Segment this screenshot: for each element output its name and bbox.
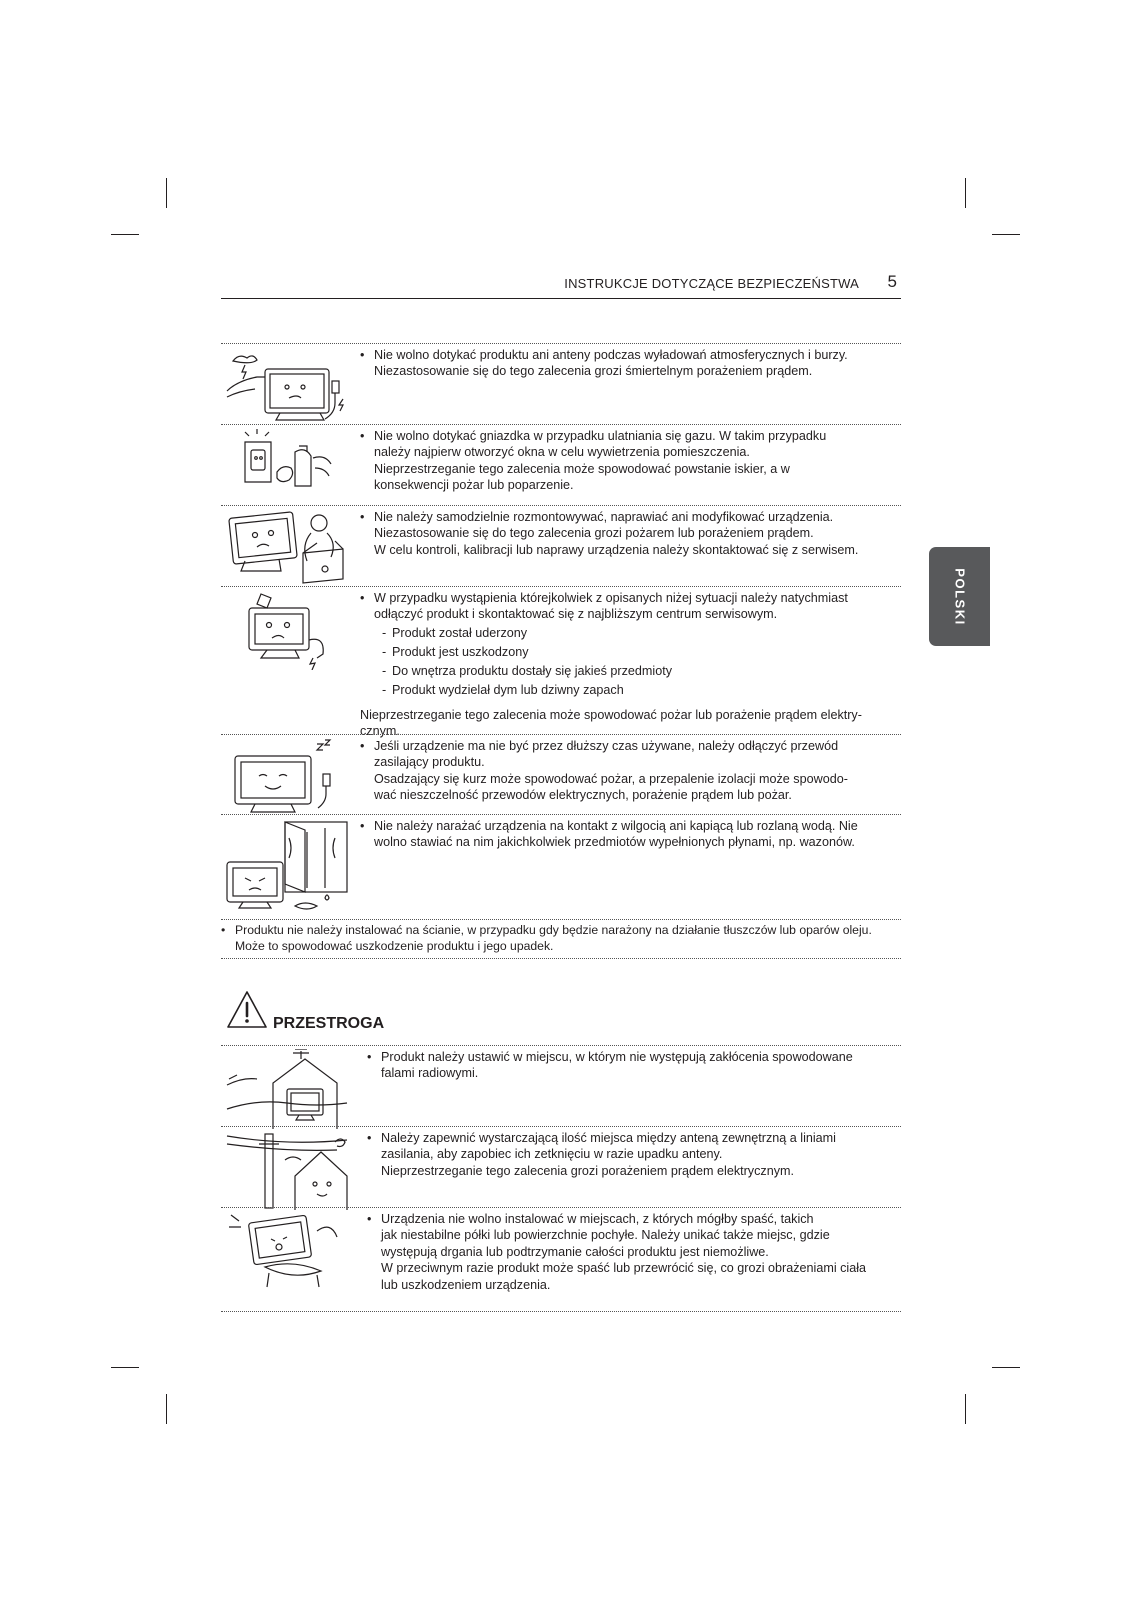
tilting-tv-stand-icon: [225, 1211, 349, 1291]
caution-row: [221, 1207, 901, 1312]
page-number: 5: [887, 272, 897, 291]
caution-title: PRZESTROGA: [273, 1015, 385, 1032]
crop-mark: [965, 1394, 966, 1424]
list-item: - Produkt wydzielał dym lub dziwny zapach: [374, 681, 900, 699]
warning-text: • Jeśli urządzenie ma nie być przez dłuższy czas używane, należy odłączyć przewód zasilający produktu. Osadzający się kurz może spowodować pożar, a przepalenie izolacji może spowodo- wać nieszczelność przewodów elektrycznych, porażenie prądem lub pożar.: [360, 738, 900, 804]
crop-mark: [992, 234, 1020, 235]
tv-disassembly-icon: [225, 509, 349, 589]
caution-text: • Należy zapewnić wystarczającą ilość miejsca między anteną zewnętrzną a liniami zasilania, aby zapobiec ich zetknięciu w razie upadku anteny. Nieprzestrzeganie tego zalecenia grozi porażeniem prądem elektrycznym.: [367, 1130, 907, 1179]
warning-row: [221, 734, 901, 815]
warning-text: • Nie należy samodzielnie rozmontowywać, naprawiać ani modyfikować urządzenia. Niezastosowanie się do tego zalecenia grozi pożarem lub porażeniem prądem. W celu kontroli, kalibracji lub naprawy urządzenia należy skontaktować się z serwisem.: [360, 509, 900, 558]
language-tab-label: POLSKI: [952, 567, 967, 626]
caution-heading: [226, 990, 526, 1038]
list-item: - Do wnętrza produktu dostały się jakieś przedmioty: [374, 662, 900, 680]
language-tab: [929, 547, 990, 646]
warning-text: • W przypadku wystąpienia którejkolwiek z opisanych niżej sytuacji należy natychmiast odłączyć produkt i skontaktować się z najbliższym centrum serwisowym. - Produkt został uderzony - Produkt jest uszkodzony - Do wnętrza produktu dostały się jakieś przedmioty - Produkt wydzielał dym lub dziwny zapach Nieprzestrzeganie tego zalecenia może spowodować pożar lub porażenie prądem elektry- cznym.: [360, 590, 900, 740]
warning-row: [221, 505, 901, 587]
house-antenna-tv-icon: [225, 1049, 349, 1129]
caution-row: [221, 1126, 901, 1208]
warning-row: [221, 343, 901, 425]
crop-mark: [965, 178, 966, 208]
caution-row: [221, 1045, 901, 1127]
warning-row: [221, 424, 901, 506]
list-item: - Produkt został uderzony: [374, 624, 900, 642]
tv-lightning-storm-icon: [225, 347, 349, 427]
crop-mark: [992, 1367, 1020, 1368]
tv-water-window-icon: [225, 818, 349, 918]
crop-mark: [166, 178, 167, 208]
header-title: INSTRUKCJE DOTYCZĄCE BEZPIECZEŃSTWA: [564, 276, 859, 291]
crop-mark: [111, 1367, 139, 1368]
page-header: [221, 274, 901, 299]
crop-mark: [166, 1394, 167, 1424]
warning-row: [221, 586, 901, 739]
warning-triangle-icon: [226, 990, 268, 1030]
warning-text: • Nie wolno dotykać produktu ani anteny podczas wyładowań atmosferycznych i burzy. Niezastosowanie się do tego zalecenia grozi śmiertelnym porażeniem prądem.: [360, 347, 900, 380]
warning-text: • Nie należy narażać urządzenia na kontakt z wilgocią ani kapiącą lub rozlaną wodą. Nie wolno stawiać na nim jakichkolwiek przedmiotów wypełnionych płynami, np. wazonów.: [360, 818, 900, 851]
antenna-power-line-icon: [225, 1130, 349, 1210]
warning-row: [221, 814, 901, 920]
gas-leak-socket-icon: [225, 428, 349, 508]
wall-mount-note: • Produktu nie należy instalować na ścianie, w przypadku gdy będzie narażony na działanie tłuszczów lub oparów oleju. Może to spowodować uszkodzenie produktu i jego upadek.: [221, 919, 901, 959]
caution-text: • Urządzenia nie wolno instalować w miejscach, z których mógłby spaść, takich jak niestabilne półki lub powierzchnie pochyłe. Należy unikać także miejsc, gdzie występują drgania lub podtrzymanie całości produktu jest niemożliwe. W przeciwnym razie produkt może spaść lub przewrócić się, co grozi obrażeniami ciała lub uszkodzeniem urządzenia.: [367, 1211, 907, 1293]
caution-text: • Produkt należy ustawić w miejscu, w którym nie występują zakłócenia spowodowane falami radiowymi.: [367, 1049, 907, 1082]
crop-mark: [111, 234, 139, 235]
damaged-tv-icon: [225, 590, 349, 670]
warning-text: • Nie wolno dotykać gniazdka w przypadku ulatniania się gazu. W takim przypadku należy najpierw otworzyć okna w celu wywietrzenia pomieszczenia. Nieprzestrzeganie tego zalecenia może spowodować powstanie iskier, a w konsekwencji pożar lub poparzenie.: [360, 428, 900, 494]
list-item: - Produkt jest uszkodzony: [374, 643, 900, 661]
sleeping-tv-unplug-icon: [225, 738, 349, 818]
